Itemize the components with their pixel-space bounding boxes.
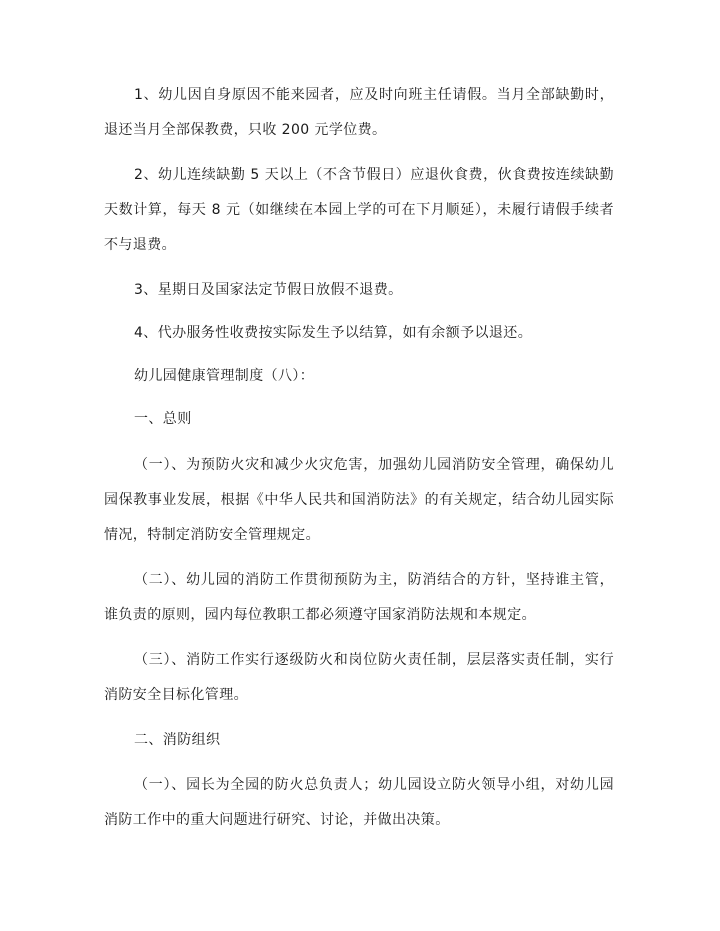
heading-general-provisions: 一、总则	[134, 411, 192, 427]
paragraph-consecutive-absence: 2、幼儿连续缺勤 5 天以上（不含节假日）应退伙食费，伙食费按连续缺勤天数计算，每天 8 元（如继续在本园上学的可在下月顺延），未履行请假手续者不与退费。	[104, 167, 614, 253]
paragraph-fire-safety-purpose: （一）、为预防火灾和减少火灾危害，加强幼儿园消防安全管理，确保幼儿园保教事业发展，根据《中华人民共和国消防法》的有关规定，结合幼儿园实际情况，特制定消防安全管理规定。	[104, 457, 614, 543]
heading-fire-organization: 二、消防组织	[134, 732, 221, 748]
paragraph-holidays: 3、星期日及国家法定节假日放假不退费。	[134, 282, 403, 298]
section-title-health-management: 幼儿园健康管理制度（八）：	[134, 368, 315, 384]
paragraph-service-fees: 4、代办服务性收费按实际发生予以结算，如有余额予以退还。	[134, 325, 533, 341]
paragraph-responsibility-system: （三）、消防工作实行逐级防火和岗位防火责任制，层层落实责任制，实行消防安全目标化管理。	[104, 652, 614, 703]
paragraph-director-responsibility: （一）、园长为全园的防火总负责人；幼儿园设立防火领导小组，对幼儿园消防工作中的重大问题进行研究、讨论，并做出决策。	[104, 777, 614, 828]
paragraph-leave-full-month: 1、幼儿因自身原因不能来园者，应及时向班主任请假。当月全部缺勤时，退还当月全部保教费，只收 200 元学位费。	[104, 87, 614, 138]
paragraph-fire-policy: （二）、幼儿园的消防工作贯彻预防为主，防消结合的方针，坚持谁主管，谁负责的原则，园内每位教职工都必须遵守国家消防法规和本规定。	[104, 572, 614, 623]
